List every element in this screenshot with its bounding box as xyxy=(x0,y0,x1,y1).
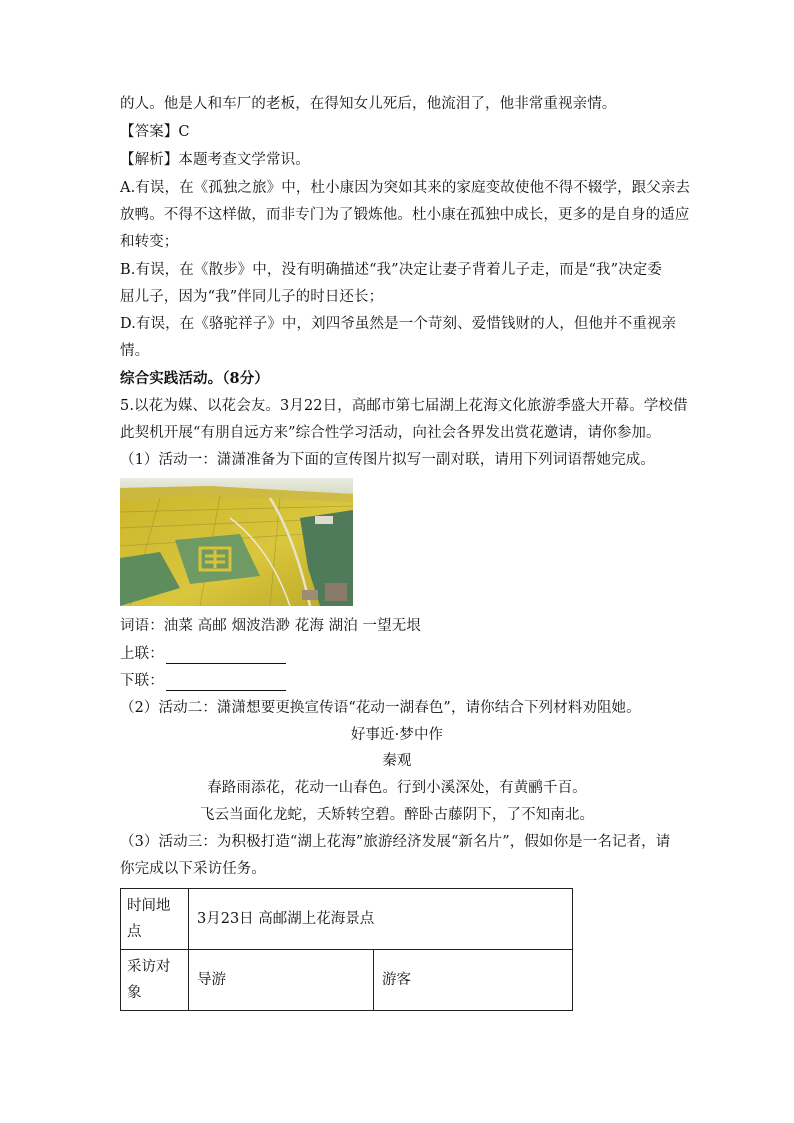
answer-blank[interactable] xyxy=(166,649,286,664)
text-line: 放鸭。不得不这样做，而非专门为了锻炼他。杜小康在孤独中成长，更多的是自身的适应 xyxy=(120,207,690,223)
text-line: 情。 xyxy=(120,343,150,359)
interviewee-tourist: 游客 xyxy=(374,950,573,1011)
table-row xyxy=(121,889,573,950)
couplet-first-line xyxy=(120,645,680,664)
word-bank: 词语：油菜 高邮 烟波浩渺 花海 湖泊 一望无垠 xyxy=(120,618,421,634)
text-line: 和转变； xyxy=(120,234,179,250)
text-line: 的人。他是人和车厂的老板，在得知女儿死后，他流泪了，他非常重视亲情。 xyxy=(120,96,617,112)
answer-line: 【答案】C xyxy=(120,124,190,140)
time-place-value: 3月23日 高邮湖上花海景点 xyxy=(189,889,573,950)
question-text: 此契机开展“有朋自远方来”综合性学习活动，向社会各界发出赏花邀请，请你参加。 xyxy=(120,425,661,441)
poem-author: 秦观 xyxy=(382,753,412,769)
couplet-second-line xyxy=(120,672,680,691)
question-text: 5.以花为媒、以花会友。3月22日，高邮市第七届湖上花海文化旅游季盛大开幕。学校借 xyxy=(120,398,688,414)
table-row xyxy=(121,950,573,1011)
answer-blank[interactable] xyxy=(166,676,286,691)
aerial-landscape-image xyxy=(120,478,353,606)
flower-field-photo xyxy=(120,478,353,606)
text-line: D.有误，在《骆驼祥子》中，刘四爷虽然是一个苛刻、爱惜钱财的人，但他并不重视亲 xyxy=(120,316,677,332)
section-heading: 综合实践活动。（8分） xyxy=(120,370,269,387)
text-line: 屈儿子，因为“我”伴同儿子的时日还长； xyxy=(120,289,384,305)
activity-three: （3）活动三：为积极打造“湖上花海”旅游经济发展“新名片”，假如你是一名记者，请 xyxy=(120,834,671,850)
analysis-heading: 【解析】本题考查文学常识。 xyxy=(120,152,310,168)
poem-line: 春路雨添花，花动一山春色。行到小溪深处，有黄鹂千百。 xyxy=(207,780,587,796)
poem-title: 好事近·梦中作 xyxy=(350,727,444,743)
couplet-first-label: 上联： xyxy=(120,646,164,662)
activity-three-cont: 你完成以下采访任务。 xyxy=(120,861,266,877)
poem-line: 飞云当面化龙蛇，夭矫转空碧。醉卧古藤阴下，了不知南北。 xyxy=(199,807,595,823)
interviewee-guide: 导游 xyxy=(189,950,374,1011)
text-line: A.有误，在《孤独之旅》中，杜小康因为突如其来的家庭变故使他不得不辍学，跟父亲去 xyxy=(120,180,691,196)
time-place-label: 时间地 点 xyxy=(121,889,189,950)
interview-table xyxy=(120,888,573,1011)
text-line: B.有误，在《散步》中，没有明确描述“我”决定让妻子背着儿子走，而是“我”决定委 xyxy=(120,262,662,278)
activity-one: （1）活动一：潇潇准备为下面的宣传图片拟写一副对联，请用下列词语帮她完成。 xyxy=(120,452,655,468)
interviewee-label: 采访对 象 xyxy=(121,950,189,1011)
activity-two: （2）活动二：潇潇想要更换宣传语“花动一湖春色”，请你结合下列材料劝阻她。 xyxy=(120,700,641,716)
couplet-second-label: 下联： xyxy=(120,673,164,689)
